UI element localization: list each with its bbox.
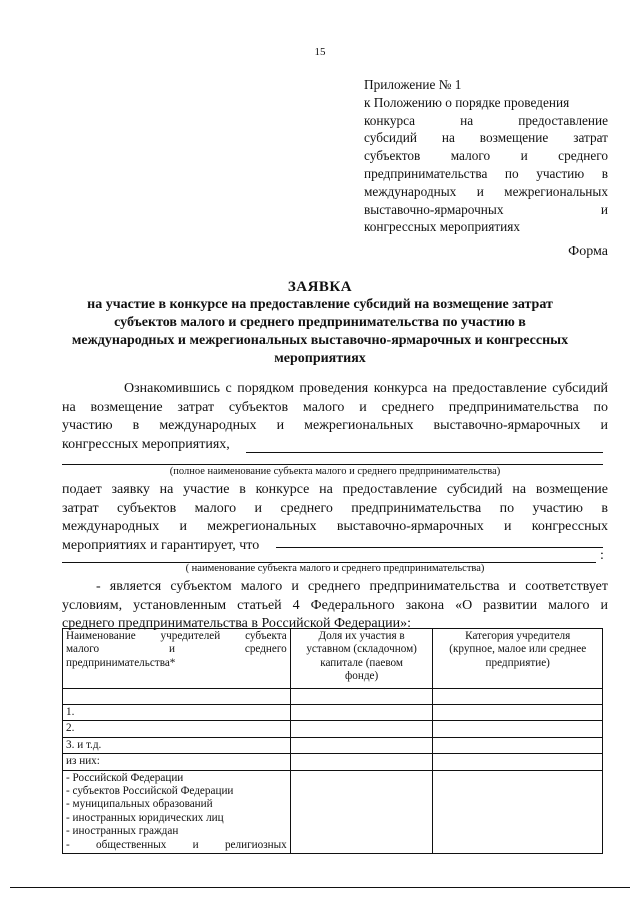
header-line: уставном (складочном) (306, 643, 417, 656)
text-line: среднего предпринимательства в Российской Федерации»: (62, 616, 411, 632)
title-line: международных и межрегиональных выставочно-ярмарочных и конгрессных (71, 333, 569, 348)
caption-name: ( наименование субъекта малого и среднего предпринимательства) (185, 563, 485, 574)
category-list (63, 770, 291, 853)
row-label: 1. (63, 705, 291, 721)
cell-category[interactable] (433, 770, 603, 853)
fill-line[interactable] (246, 452, 603, 453)
cell-category[interactable] (433, 737, 603, 753)
category-item: - иностранных граждан (66, 825, 179, 838)
header-line: предприятие) (485, 656, 550, 669)
fill-line[interactable] (276, 547, 603, 548)
title-head: ЗАЯВКА (287, 279, 353, 295)
appendix-line: Приложение № 1 (364, 77, 462, 92)
appendix-line: конгрессных мероприятиях (364, 219, 521, 235)
cell-category[interactable] (433, 754, 603, 770)
text-line: на возмещение затрат субъектов малого и среднего предпринимательства по (62, 399, 608, 415)
appendix-line: конкурса на предоставление (364, 112, 608, 128)
colon: : (600, 548, 604, 563)
table-row (63, 737, 603, 753)
text-line: Ознакомившись с порядком проведения конкурса на предоставление субсидий (124, 381, 608, 396)
header-line: фонде) (345, 670, 379, 683)
header-line: Доля их участия в (318, 630, 405, 642)
cell-share[interactable] (290, 705, 433, 721)
appendix-line: предпринимательства по участию в (364, 165, 608, 181)
text-line: условиям, установленным статьей 4 Федерального закона «О развитии малого и (62, 597, 608, 613)
category-item: - общественных и религиозных (66, 838, 287, 851)
text-line: участию в международных и межрегиональных выставочно-ярмарочных и (62, 418, 608, 434)
founders-table (62, 628, 603, 854)
paragraph-intro (62, 380, 608, 454)
text-line: затрат субъектов малого и среднего предпринимательства по участию в (62, 500, 608, 516)
table-row (63, 721, 603, 737)
header-line: (крупное, малое или среднее (449, 643, 587, 656)
title-line: на участие в конкурсе на предоставление субсидий на возмещение затрат (87, 297, 553, 312)
table-row (63, 770, 603, 853)
text-line: - является субъектом малого и среднего предпринимательства и соответствует (96, 579, 608, 594)
row-label: 2. (63, 721, 291, 737)
cell-category[interactable] (433, 721, 603, 737)
appendix-heading (364, 76, 608, 236)
table-row (63, 754, 603, 770)
appendix-line: субъектов малого и среднего (364, 148, 608, 164)
header-line: Категория учредителя (465, 630, 571, 642)
header-founders (63, 629, 291, 689)
header-share (290, 629, 433, 689)
cell-share[interactable] (290, 737, 433, 753)
form-label: Форма (568, 244, 608, 259)
header-line: Наименование учредителей субъекта (66, 630, 287, 642)
text-line: подает заявку на участие в конкурсе на предоставление субсидий на возмещение (62, 482, 608, 497)
category-item: - субъектов Российской Федерации (66, 785, 234, 798)
paragraph-application (62, 481, 608, 555)
title-line: субъектов малого и среднего предпринимательства по участию в (114, 315, 526, 330)
document-title (40, 278, 600, 368)
table-row-blank (63, 689, 603, 705)
row-label: 3. и т.д. (63, 737, 291, 753)
paragraph-conditions (62, 578, 608, 634)
text-line: мероприятиях и гарантирует, что (62, 537, 260, 553)
appendix-line: выставочно-ярмарочных и (364, 201, 608, 217)
caption-full-name: (полное наименование субъекта малого и среднего предпринимательства) (169, 466, 501, 477)
appendix-line: к Положению о порядке проведения (364, 94, 570, 110)
category-item: - Российской Федерации (66, 771, 184, 784)
table-header-row (63, 629, 603, 689)
category-item: - муниципальных образований (66, 798, 213, 811)
cell-share[interactable] (290, 754, 433, 770)
appendix-line: субсидий на возмещение затрат (364, 130, 608, 146)
header-line: предпринимательства* (66, 656, 176, 669)
appendix-line: международных и межрегиональных (364, 183, 608, 199)
row-label: из них: (63, 754, 291, 770)
category-item: - иностранных юридических лиц (66, 811, 224, 824)
fill-line[interactable] (62, 464, 603, 465)
text-line: конгрессных мероприятиях, (62, 436, 230, 452)
header-line: малого и среднего (66, 643, 287, 656)
cell-category[interactable] (433, 705, 603, 721)
header-line: капитале (паевом (320, 656, 404, 669)
table-row (63, 705, 603, 721)
page-number: 15 (314, 46, 326, 58)
title-line: мероприятиях (274, 351, 366, 366)
cell-share[interactable] (290, 721, 433, 737)
cell-share[interactable] (290, 770, 433, 853)
header-category (433, 629, 603, 689)
text-line: международных и межрегиональных выставочно-ярмарочных и конгрессных (62, 519, 608, 535)
page-bottom-rule (10, 887, 630, 888)
